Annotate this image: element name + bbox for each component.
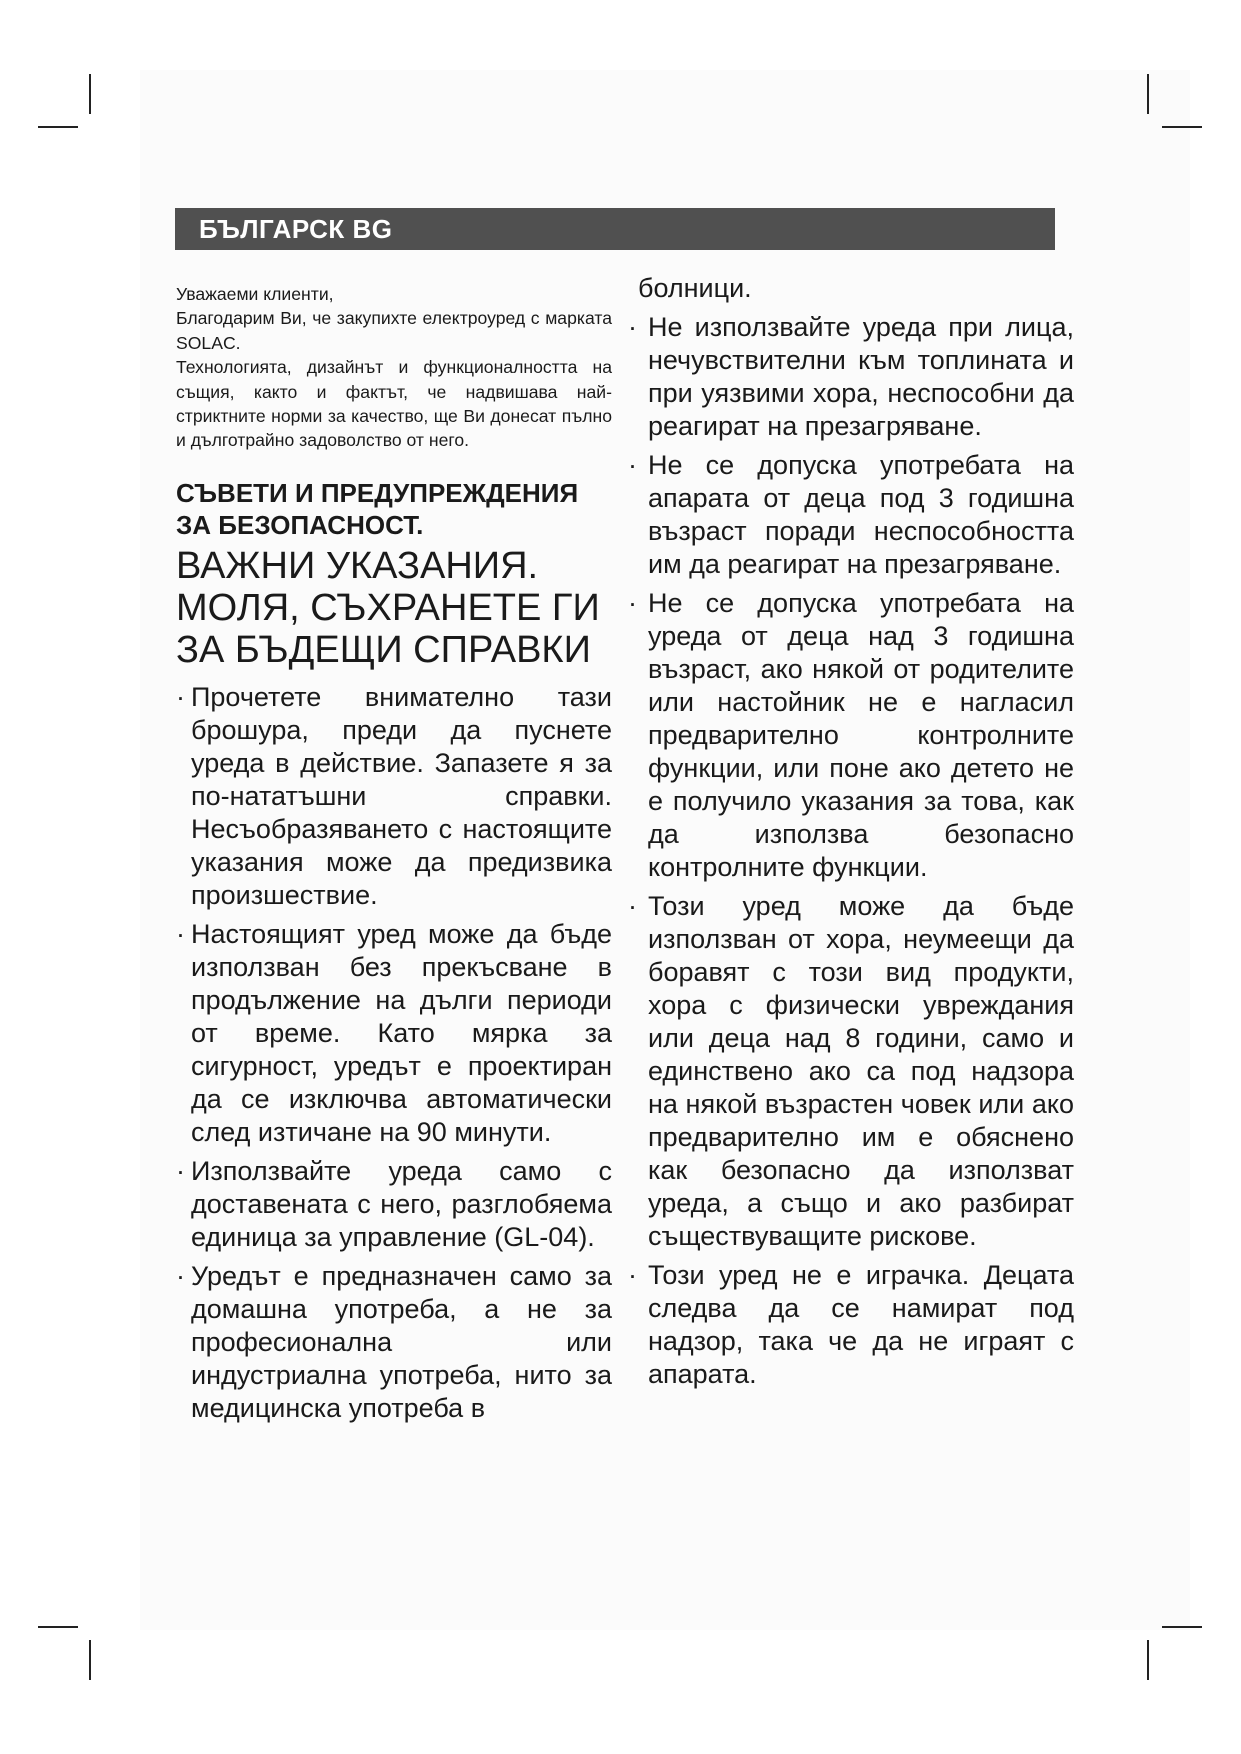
crop-mark-bottom-right-v <box>1147 1640 1149 1680</box>
safety-list-right <box>638 311 1074 1391</box>
crop-mark-top-right-h <box>1162 126 1202 128</box>
list-item: · Прочетете внимателно тази брошура, преди да пуснете уреда в действие. Запазете я за по-нататъшни справки. Несъобразяването с настоящите указания може да предизвика произшествие. <box>176 681 612 912</box>
left-column <box>176 282 612 1431</box>
list-item: · Този уред не е играчка. Децата следва да се намират под надзор, така че да не играят с апарата. <box>638 1259 1074 1391</box>
crop-mark-top-left-h <box>38 126 78 128</box>
crop-mark-top-right-v <box>1147 74 1149 114</box>
crop-mark-bottom-right-h <box>1162 1626 1202 1628</box>
crop-mark-top-left-v <box>89 74 91 114</box>
list-item: · Този уред може да бъде използван от хора, неумеещи да боравят с този вид продукти, хора с физически увреждания или деца над 8 години, само и единствено ако са под надзора на някой възрастен човек или ако предварително им е обяснено как безопасно да използват уреда, а също и ако разбират съществуващите рискове. <box>638 890 1074 1253</box>
safety-title: СЪВЕТИ И ПРЕДУПРЕЖДЕНИЯ ЗА БЕЗОПАСНОСТ. <box>176 477 579 540</box>
intro-body: Технологията, дизайнът и функционалността на същия, както и фактът, че надвишава най-стриктните норми за качество, ще Ви донесат пълно и дълготрайно задоволство от него. <box>176 357 612 451</box>
list-item: · Не използвайте уреда при лица, нечувствителни към топлината и при уязвими хора, неспособни да реагират на презагряване. <box>638 311 1074 443</box>
list-item: · Уредът е предназначен само за домашна употреба, а не за професионална или индустриална употреба, нито за медицинска употреба в <box>176 1260 612 1425</box>
list-item: · Настоящият уред може да бъде използван без прекъсване в продължение на дълги периоди от време. Като мярка за сигурност, уредът е проектиран да се изключва автоматически след изтичане на 90 минути. <box>176 918 612 1149</box>
crop-mark-bottom-left-h <box>38 1626 78 1628</box>
right-column <box>638 272 1074 1397</box>
crop-mark-bottom-left-v <box>89 1640 91 1680</box>
intro-greeting: Уважаеми клиенти, <box>176 284 334 304</box>
continued-text: болници. <box>638 273 752 303</box>
language-banner: БЪЛГАРСК BG <box>175 208 1055 250</box>
intro <box>176 282 612 453</box>
safety-list-left <box>176 681 612 1425</box>
intro-thanks: Благодарим Ви, че закупихте електроуред с марката SOLAC. <box>176 308 612 353</box>
list-item: · Използвайте уреда само с доставената с него, разглобяема единица за управление (GL-04). <box>176 1155 612 1254</box>
list-item: · Не се допуска употребата на уреда от деца над 3 годишна възраст, ако някой от родителите или настойник не е нагласил предварително контролните функции, или поне ако детето не е получило указания за това, как да използва безопасно контролните функции. <box>638 587 1074 884</box>
list-item: · Не се допуска употребата на апарата от деца под 3 годишна възраст поради неспособността им да реагират на презагряване. <box>638 449 1074 581</box>
important-notice: ВАЖНИ УКАЗАНИЯ. МОЛЯ, СЪХРАНЕТЕ ГИ ЗА БЪДЕЩИ СПРАВКИ <box>176 544 600 671</box>
